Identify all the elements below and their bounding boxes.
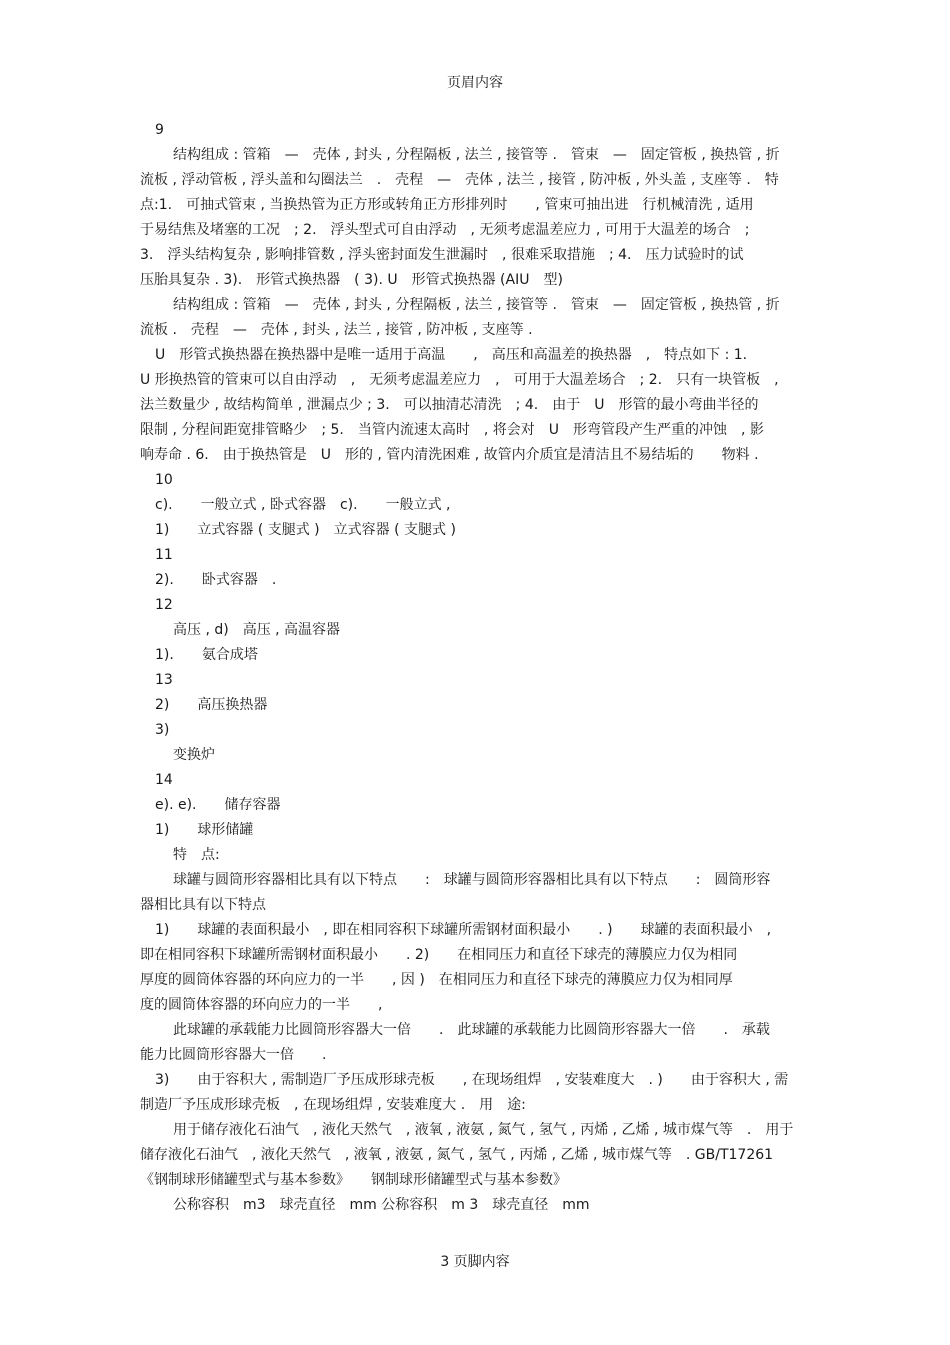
section-number: 13: [155, 672, 173, 688]
paragraph-line: 1) 球形储罐: [155, 822, 254, 838]
paragraph-line: 1). 氨合成塔: [155, 647, 258, 663]
paragraph-line: e). e). 储存容器: [155, 797, 281, 813]
paragraph-line: 流板 , 浮动管板 , 浮头盖和勾圈法兰 . 壳程 — 壳体 , 法兰 , 接管 , 防冲板 , 外头盖 , 支座等 . 特: [140, 172, 779, 188]
paragraph-line: U 形管式换热器在换热器中是唯一适用于高温 , 高压和高温差的换热器 , 特点如下 : 1.: [155, 347, 748, 363]
paragraph-line: 度的圆筒体容器的环向应力的一半 ,: [140, 997, 383, 1013]
paragraph-line: 于易结焦及堵塞的工况 ; 2. 浮头型式可自由浮动 , 无须考虑温差应力 , 可用于大温差的场合 ;: [140, 222, 750, 238]
paragraph-line: 《钢制球形储罐型式与基本参数》 钢制球形储罐型式与基本参数》: [140, 1172, 567, 1188]
section-number: 11: [155, 547, 173, 563]
paragraph-line: U 形换热管的管束可以自由浮动 , 无须考虑温差应力 , 可用于大温差场合 ; 2. 只有一块管板 ,: [140, 372, 779, 388]
paragraph-line: c). 一般立式 , 卧式容器 c). 一般立式 ,: [155, 497, 451, 513]
paragraph-line: 1) 立式容器 ( 支腿式 ) 立式容器 ( 支腿式 ): [155, 522, 456, 538]
paragraph-line: 点:1. 可抽式管束 , 当换热管为正方形或转角正方形排列时 , 管束可抽出进 行机械清洗 , 适用: [140, 197, 754, 213]
paragraph-line: 用于储存液化石油气 , 液化天然气 , 液氧 , 液氨 , 氮气 , 氢气 , 丙烯 , 乙烯 , 城市煤气等 . 用于: [173, 1122, 794, 1138]
page-header: 页眉内容: [447, 75, 503, 91]
paragraph-line: 2). 卧式容器 .: [155, 572, 277, 588]
paragraph-line: 结构组成 : 管箱 — 壳体 , 封头 , 分程隔板 , 法兰 , 接管等 . 管束 — 固定管板 , 换热管 , 折: [173, 297, 780, 313]
paragraph-line: 变换炉: [173, 747, 215, 763]
paragraph-line: 即在相同容积下球罐所需钢材面积最小 . 2) 在相同压力和直径下球壳的薄膜应力仅为相同: [140, 947, 738, 963]
paragraph-line: 厚度的圆筒体容器的环向应力的一半 , 因 ) 在相同压力和直径下球壳的薄膜应力仅为相同厚: [140, 972, 733, 988]
section-number: 14: [155, 772, 173, 788]
section-number: 10: [155, 472, 173, 488]
section-number: 12: [155, 597, 173, 613]
paragraph-line: 3. 浮头结构复杂 , 影响排管数 , 浮头密封面发生泄漏时 , 很难采取措施 ; 4. 压力试验时的试: [140, 247, 744, 263]
paragraph-line: 法兰数量少 , 故结构简单 , 泄漏点少 ; 3. 可以抽清芯清洗 ; 4. 由于 U 形管的最小弯曲半径的: [140, 397, 759, 413]
page-footer: 3 页脚内容: [440, 1254, 510, 1270]
paragraph-line: 结构组成 : 管箱 — 壳体 , 封头 , 分程隔板 , 法兰 , 接管等 . 管束 — 固定管板 , 换热管 , 折: [173, 147, 780, 163]
paragraph-line: 高压 , d) 高压 , 高温容器: [173, 622, 341, 638]
document-body: [140, 118, 820, 1218]
paragraph-line: 此球罐的承载能力比圆筒形容器大一倍 . 此球罐的承载能力比圆筒形容器大一倍 . 承载: [173, 1022, 770, 1038]
paragraph-line: 储存液化石油气 , 液化天然气 , 液氧 , 液氨 , 氮气 , 氢气 , 丙烯 , 乙烯 , 城市煤气等 . GB/T17261: [140, 1147, 774, 1163]
paragraph-line: 3) 由于容积大 , 需制造厂予压成形球壳板 , 在现场组焊 , 安装难度大 . ) 由于容积大 , 需: [155, 1072, 789, 1088]
paragraph-line: 3): [155, 722, 170, 738]
paragraph-line: 2) 高压换热器: [155, 697, 268, 713]
paragraph-line: 响寿命 . 6. 由于换热管是 U 形的 , 管内清洗困难 , 故管内介质宜是清洁且不易结垢的 物料 .: [140, 447, 759, 463]
paragraph-line: 限制 , 分程间距宽排管略少 ; 5. 当管内流速太高时 , 将会对 U 形弯管段产生严重的冲蚀 , 影: [140, 422, 764, 438]
paragraph-line: 球罐与圆筒形容器相比具有以下特点 : 球罐与圆筒形容器相比具有以下特点 : 圆筒形容: [173, 872, 771, 888]
paragraph-line: 压胎具复杂 . 3). 形管式换热器 ( 3). U 形管式换热器 (AIU 型): [140, 272, 563, 288]
section-number: 9: [155, 122, 164, 138]
paragraph-line: 器相比具有以下特点: [140, 897, 266, 913]
paragraph-line: 公称容积 m3 球壳直径 mm 公称容积 m 3 球壳直径 mm: [173, 1197, 590, 1213]
paragraph-line: 流板 . 壳程 — 壳体 , 封头 , 法兰 , 接管 , 防冲板 , 支座等 .: [140, 322, 533, 338]
paragraph-line: 1) 球罐的表面积最小 , 即在相同容积下球罐所需钢材面积最小 . ) 球罐的表面积最小 ,: [155, 922, 772, 938]
paragraph-line: 特 点:: [173, 847, 220, 863]
paragraph-line: 制造厂予压成形球壳板 , 在现场组焊 , 安装难度大 . 用 途:: [140, 1097, 526, 1113]
paragraph-line: 能力比圆筒形容器大一倍 .: [140, 1047, 327, 1063]
